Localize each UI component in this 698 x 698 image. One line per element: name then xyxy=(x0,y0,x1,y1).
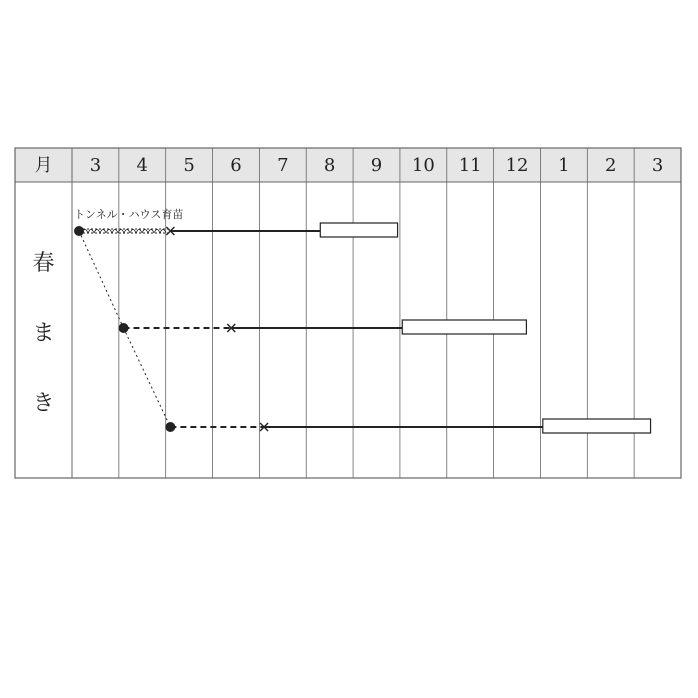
month-label: 2 xyxy=(605,155,617,176)
row-label-char: ま xyxy=(32,321,55,346)
tunnel-arc xyxy=(136,230,142,234)
schedule-row xyxy=(74,223,398,237)
nursery-note: トンネル・ハウス育苗 xyxy=(74,208,184,221)
corner-label: 月 xyxy=(34,155,53,176)
tunnel-arc xyxy=(94,230,100,234)
row-label-spring-sowing xyxy=(32,251,54,416)
month-label: 9 xyxy=(370,155,383,176)
month-label: 11 xyxy=(458,155,482,176)
month-label: 3 xyxy=(89,155,102,176)
month-label: 3 xyxy=(651,155,664,176)
harvest-period-bar xyxy=(543,419,651,433)
tunnel-arc xyxy=(88,230,94,234)
month-label: 1 xyxy=(558,155,570,176)
harvest-period-bar xyxy=(320,223,397,237)
tunnel-arc xyxy=(124,230,130,234)
tunnel-arc xyxy=(106,230,112,234)
month-label: 8 xyxy=(323,155,336,176)
tunnel-arc xyxy=(112,230,118,234)
tunnel-arc xyxy=(148,230,154,234)
month-label: 7 xyxy=(277,155,289,176)
month-label: 5 xyxy=(183,155,195,176)
tunnel-arc xyxy=(160,230,166,234)
tunnel-arc xyxy=(100,230,106,234)
tunnel-arc xyxy=(130,230,136,234)
month-label: 12 xyxy=(505,155,529,176)
harvest-period-bar xyxy=(402,320,526,334)
tunnel-arc xyxy=(142,230,148,234)
schedule-row xyxy=(165,419,650,433)
row-label-char: き xyxy=(32,391,55,416)
schedule-row xyxy=(119,320,527,334)
schedule-rows xyxy=(74,223,651,433)
month-label: 4 xyxy=(136,155,148,176)
month-label: 10 xyxy=(411,155,435,176)
month-label: 6 xyxy=(230,155,242,176)
tunnel-arc xyxy=(154,230,160,234)
row-label-char: 春 xyxy=(32,251,55,276)
sowing-connector xyxy=(124,328,171,427)
sowing-connector xyxy=(79,231,124,328)
header-background xyxy=(15,148,681,182)
